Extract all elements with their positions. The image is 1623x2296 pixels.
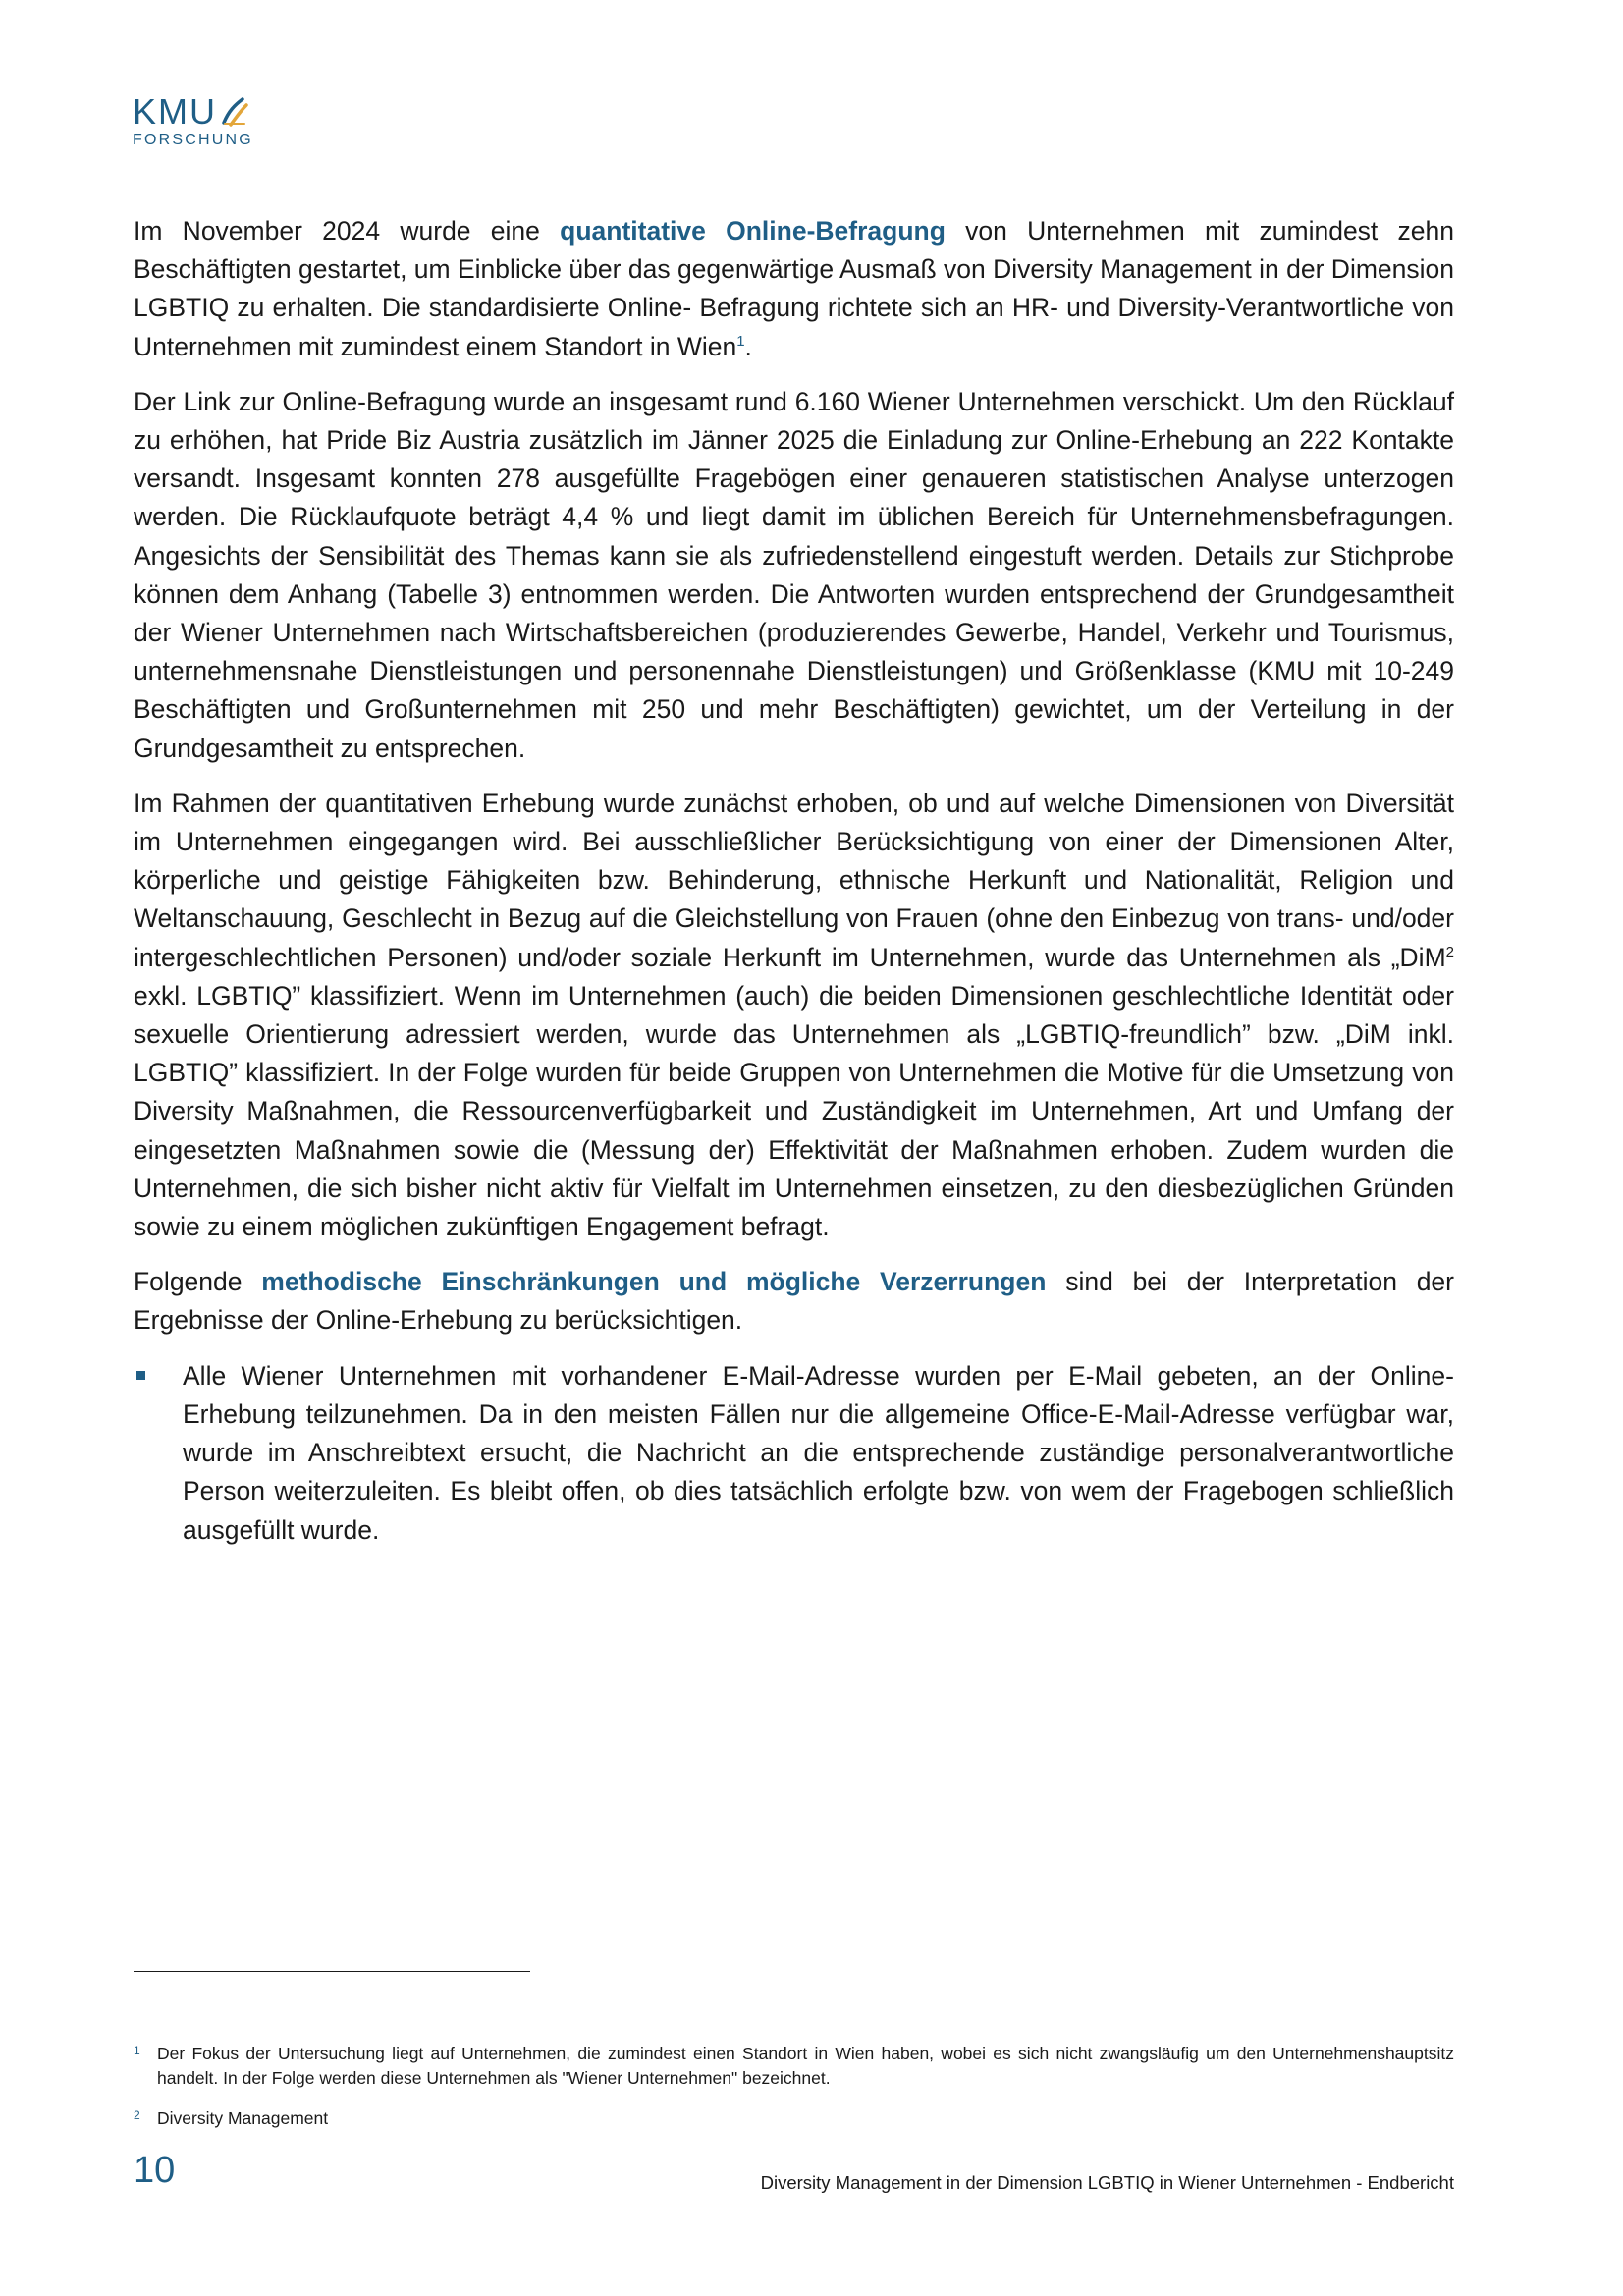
page-number: 10 — [134, 2150, 176, 2191]
paragraph-dimensions: Im Rahmen der quantitativen Erhebung wurde zunächst erhoben, ob und auf welche Dimensionen von Diversität im Unternehmen eingegangen wird. Bei ausschließlicher Berücksichtigung von einer der Dimensionen Alter, körperliche und geistige Fähigkeiten bzw. Behinderung, ethnische Herkunft und Nationalität, Religion und Weltanschauung, Geschlecht in Bezug auf die Gleichstellung von Frauen (ohne den Einbezug von trans- und/oder intergeschlechtlichen Personen) und/oder soziale Herkunft im Unternehmen, wurde das Unternehmen als „DiM$^2$ exkl. LGBTIQ” klassifiziert. Wenn im Unternehmen (auch) die beiden Dimensionen geschlechtliche Identität oder sexuelle Orientierung adressiert werden, wurde das Unternehmen als „LGBTIQ-freundlich” bzw. „DiM inkl. LGBTIQ” klassifiziert. In der Folge wurden für beide Gruppen von Unternehmen die Motive für die Umsetzung von Diversity Maßnahmen, die Ressourcenverfügbarkeit und Zuständigkeit im Unternehmen, Art und Umfang der eingesetzten Maßnahmen sowie die (Messung der) Effektivität der Maßnahmen erhoben. Zudem wurden die Unternehmen, die sich bisher nicht aktiv für Vielfalt im Unternehmen einsetzen, zu den diesbezüglichen Gründen sowie zu einem möglichen zukünftigen Engagement befragt. — [134, 788, 1454, 1242]
main-content — [134, 212, 1454, 1550]
highlight-quantitative-survey: quantitative Online-Befragung — [560, 216, 946, 246]
logo-forschung-text: FORSCHUNG — [133, 132, 253, 148]
limitations-list — [134, 1357, 1454, 1550]
logo-kmu-text: KMU — [133, 91, 217, 132]
paragraph-response-rate: Der Link zur Online-Befragung wurde an insgesamt rund 6.160 Wiener Unternehmen verschickt. Um den Rücklauf zu erhöhen, hat Pride Biz Austria zusätzlich im Jänner 2025 die Einladung zur Online-Erhebung an 222 Kontakte versandt. Insgesamt konnten 278 ausgefüllte Fragebögen einer genaueren statistischen Analyse unterzogen werden. Die Rücklaufquote beträgt 4,4 % und liegt damit im üblichen Bereich für Unternehmensbefragungen. Angesichts der Sensibilität des Themas kann sie als zufriedenstellend eingestuft werden. Details zur Stichprobe können dem Anhang (Tabelle 3) entnommen werden. Die Antworten wurden entsprechend der Grundgesamtheit der Wiener Unternehmen nach Wirtschaftsbereichen (produzierendes Gewerbe, Handel, Verkehr und Tourismus, unternehmensnahe Dienstleistungen und personennahe Dienstleistungen) und Größenklasse (KMU mit 10-249 Beschäftigten und Großunternehmen mit 250 und mehr Beschäftigten) gewichtet, um der Verteilung in der Grundgesamtheit zu entsprechen. — [134, 386, 1454, 763]
footnote-2 — [134, 2106, 1454, 2131]
kmu-forschung-logo — [133, 91, 270, 149]
square-bullet-icon — [136, 1371, 145, 1380]
footnote-text: Der Fokus der Untersuchung liegt auf Unternehmen, die zumindest einen Standort in Wien haben, wobei es sich nicht zwangsläufig um den Unternehmenshauptsitz handelt. In der Folge werden diese Unternehmen als "Wiener Unternehmen" bezeichnet. — [157, 2044, 1454, 2088]
footnotes — [134, 2042, 1454, 2147]
logo-wordmark — [133, 91, 270, 132]
footnote-separator — [134, 1971, 530, 1972]
footnote-number: 1 — [134, 2044, 140, 2057]
footnote-number: 2 — [134, 2108, 140, 2122]
footnote-text: Diversity Management — [157, 2108, 329, 2128]
paragraph-limitations: Folgende methodische Einschränkungen und mögliche Verzerrungen sind bei der Interpretation der Ergebnisse der Online-Erhebung zu berücksichtigen. — [134, 1267, 1454, 1336]
running-footer-title: Diversity Management in der Dimension LGBTIQ in Wiener Unternehmen - Endbericht — [760, 2172, 1454, 2193]
leaf-icon — [221, 97, 248, 127]
footnote-1 — [134, 2042, 1454, 2091]
list-item: Alle Wiener Unternehmen mit vorhandener E-Mail-Adresse wurden per E-Mail gebeten, an der Online-Erhebung teilzunehmen. Da in den meisten Fällen nur die allgemeine Office-E-Mail-Adresse verfügbar war, wurde im Anschreibtext ersucht, die Nachricht an die entsprechende zuständige personalverantwortliche Person weiterzuleiten. Es bleibt offen, ob dies tatsächlich erfolgte bzw. von wem der Fragebogen schließlich ausgefüllt wurde. — [134, 1357, 1454, 1550]
footnote-ref-2[interactable]: 2 — [1445, 943, 1454, 960]
highlight-limitations: methodische Einschränkungen und mögliche Verzerrungen — [261, 1267, 1047, 1297]
paragraph-online-survey: Im November 2024 wurde eine quantitative Online-Befragung von Unternehmen mit zumindest zehn Beschäftigten gestartet, um Einblicke über das gegenwärtige Ausmaß von Diversity Management in der Dimension LGBTIQ zu erhalten. Die standardisierte Online- Befragung richtete sich an HR- und Diversity-Verantwortliche von Unternehmen mit zumindest einem Standort in Wien$^1$. — [134, 216, 1455, 361]
footnote-ref-1[interactable]: 1 — [736, 332, 745, 350]
